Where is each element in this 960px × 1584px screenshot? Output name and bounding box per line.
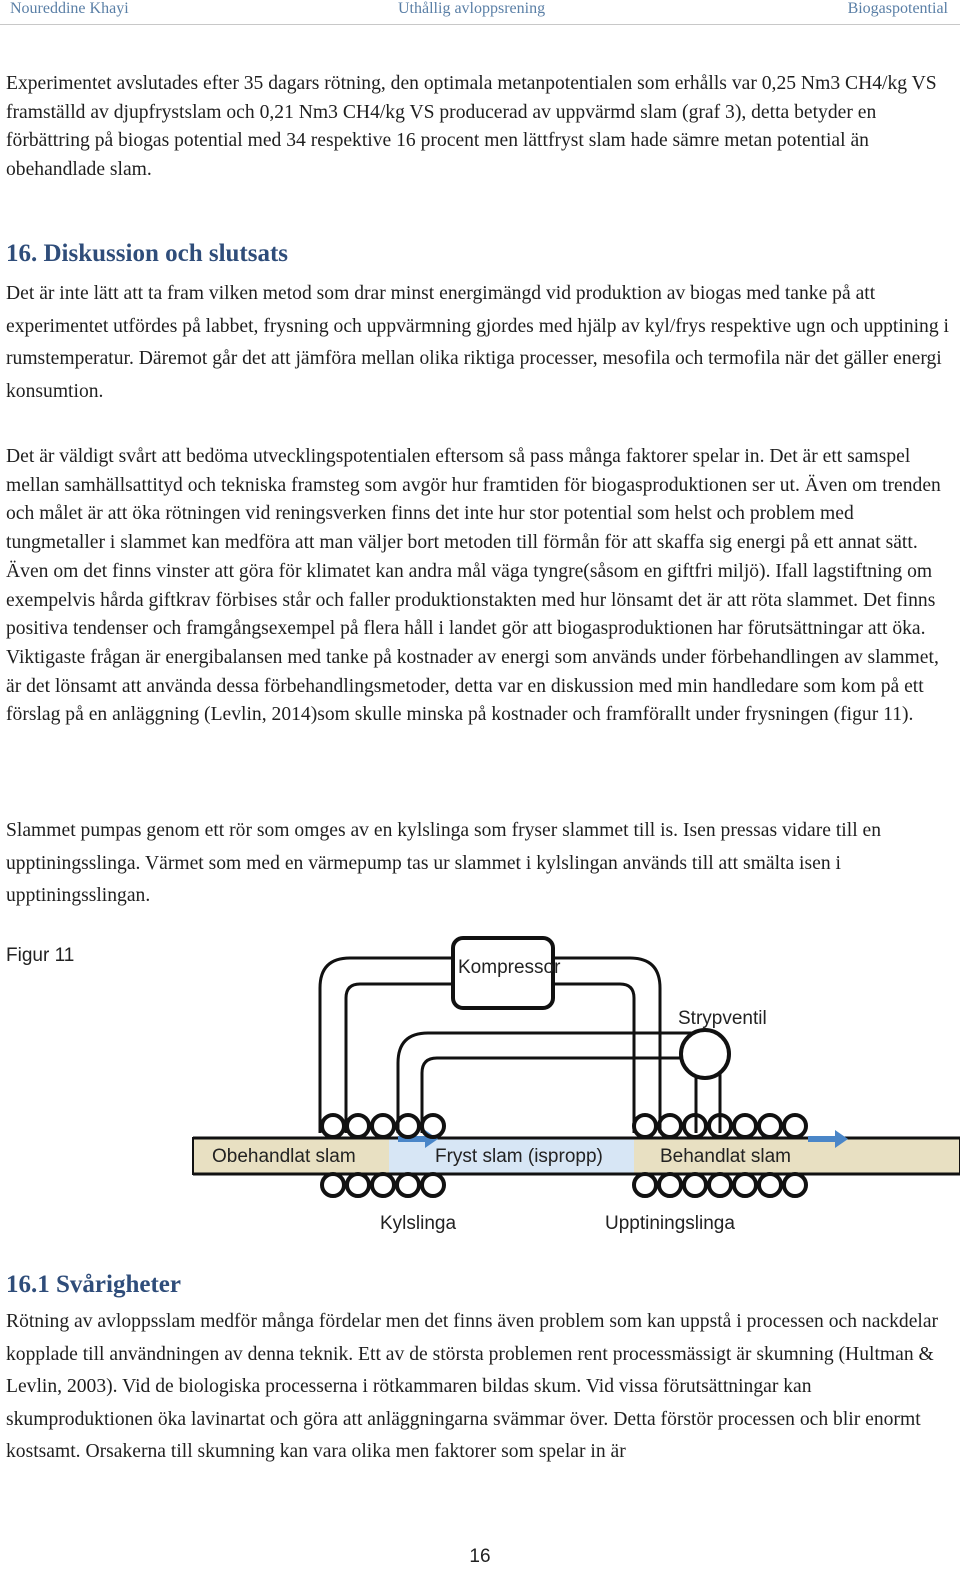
cooling-coil-label: Kylslinga — [380, 1213, 457, 1234]
intro-paragraph: Experimentet avslutades efter 35 dagars rötning, den optimala metanpotentialen som erhålls var 0,25 Nm3 CH4/kg VS framställd av djupfrystslam och 0,21 Nm3 CH4/kg VS producerad av uppvärmd slam (graf 3), detta betyder en förbättring på biogas potential med 34 respektive 16 procent men lättfryst slam hade sämre metan potential än obehandlade slam. — [6, 73, 937, 180]
page-number: 16 — [469, 1546, 491, 1567]
section-16-1-heading: 16.1 Svårigheter — [6, 1271, 181, 1298]
header-author: Noureddine Khayi — [10, 0, 129, 17]
throttle-valve — [681, 1030, 729, 1078]
header-topic: Biogaspotential — [847, 0, 948, 17]
section-16-paragraph-2: Det är väldigt svårt att bedöma utvecklingspotentialen eftersom så pass många faktorer spelar in. Det är ett samspel mellan samhällsattityd och tekniska framsteg som avgör hur framtiden för biogasproduktionen ser ut. Även om trenden och målet är att öka rötningen vid reningsverken finns det inte hur stor potential som helst och problem med tungmetaller i slammet kan medföra att man väljer bort metoden till förmån för att skaffa sig energi på ett annat sätt. Även om det finns vinster att göra för klimatet kan andra mål väga tyngre(såsom en giftfri miljö). Ifall lagstiftning om exempelvis hårda giftkrav förbises står och faller produktionstakten med hur lönsamt det är att röta slammet. Det finns positiva tendenser och framgångsexempel på flera håll i landet gör att biogasproduktionen har förutsättningar att öka. Viktigaste frågan är energibalansen med tanke på kostnader av energi som används under förbehandlingen av slammet, är det lönsamt att använda dessa förbehandlingsmetoder, detta var en diskussion med min handledare som kom på ett förslag på en anläggning (Levlin, 2014)som skulle minska på kostnader och framförallt under frysningen (figur 11). — [6, 446, 941, 726]
section-16-1-paragraph: Rötning av avloppsslam medför många fördelar men det finns även problem som kan uppstå i processen och nackdelar kopplade till användningen av denna teknik. Ett av de största problemen rent processmässigt är skumning (Hultman & Levlin, 2003). Vid de biologiska processerna i rötkammaren bildas skum. Vid vissa förutsättningar kan skumproduktionen öka lavinartat och göra att anläggningarna svämmar över. Detta förstör processen och blir enormt kostsamt. Orsakerna till skumning kan vara olika men faktorer som spelar in är — [6, 1311, 939, 1462]
cooling-coil-bottom — [322, 1174, 444, 1196]
thaw-coil-bottom — [634, 1174, 806, 1196]
frozen-sludge-label: Fryst slam (ispropp) — [435, 1146, 603, 1167]
freeze-thaw-diagram — [190, 928, 960, 1248]
header-title: Uthållig avloppsrening — [398, 0, 546, 17]
section-16-paragraph-3: Slammet pumpas genom ett rör som omges av en kylslinga som fryser slammet till is. Isen pressas vidare till en upptiningsslinga. Värmet som med en värmepump tas ur slammet i kylslingan används till att smälta isen i upptiningsslingan. — [6, 820, 882, 906]
section-16-paragraph-1: Det är inte lätt att ta fram vilken metod som drar minst energimängd vid produktion av biogas med tanke på att experimentet utfördes på labbet, frysning och uppvärmning gjordes med hjälp av kyl/frys respektive ugn och upptining i rumstemperatur. Däremot går det att jämföra mellan olika riktiga processer, mesofila och termofila när det gäller energi konsumtion. — [6, 283, 949, 402]
figure-caption: Figur 11 — [6, 945, 75, 966]
treated-sludge-label: Behandlat slam — [660, 1146, 791, 1167]
untreated-sludge-label: Obehandlat slam — [212, 1146, 356, 1167]
header-divider — [0, 24, 960, 25]
section-16-heading: 16. Diskussion och slutsats — [6, 240, 289, 267]
cooling-coil-top — [322, 1115, 444, 1137]
running-header — [0, 0, 960, 22]
throttle-valve-label: Strypventil — [678, 1008, 767, 1029]
compressor-label: Kompressor — [458, 957, 561, 978]
thaw-coil-label: Upptiningslinga — [605, 1213, 735, 1234]
